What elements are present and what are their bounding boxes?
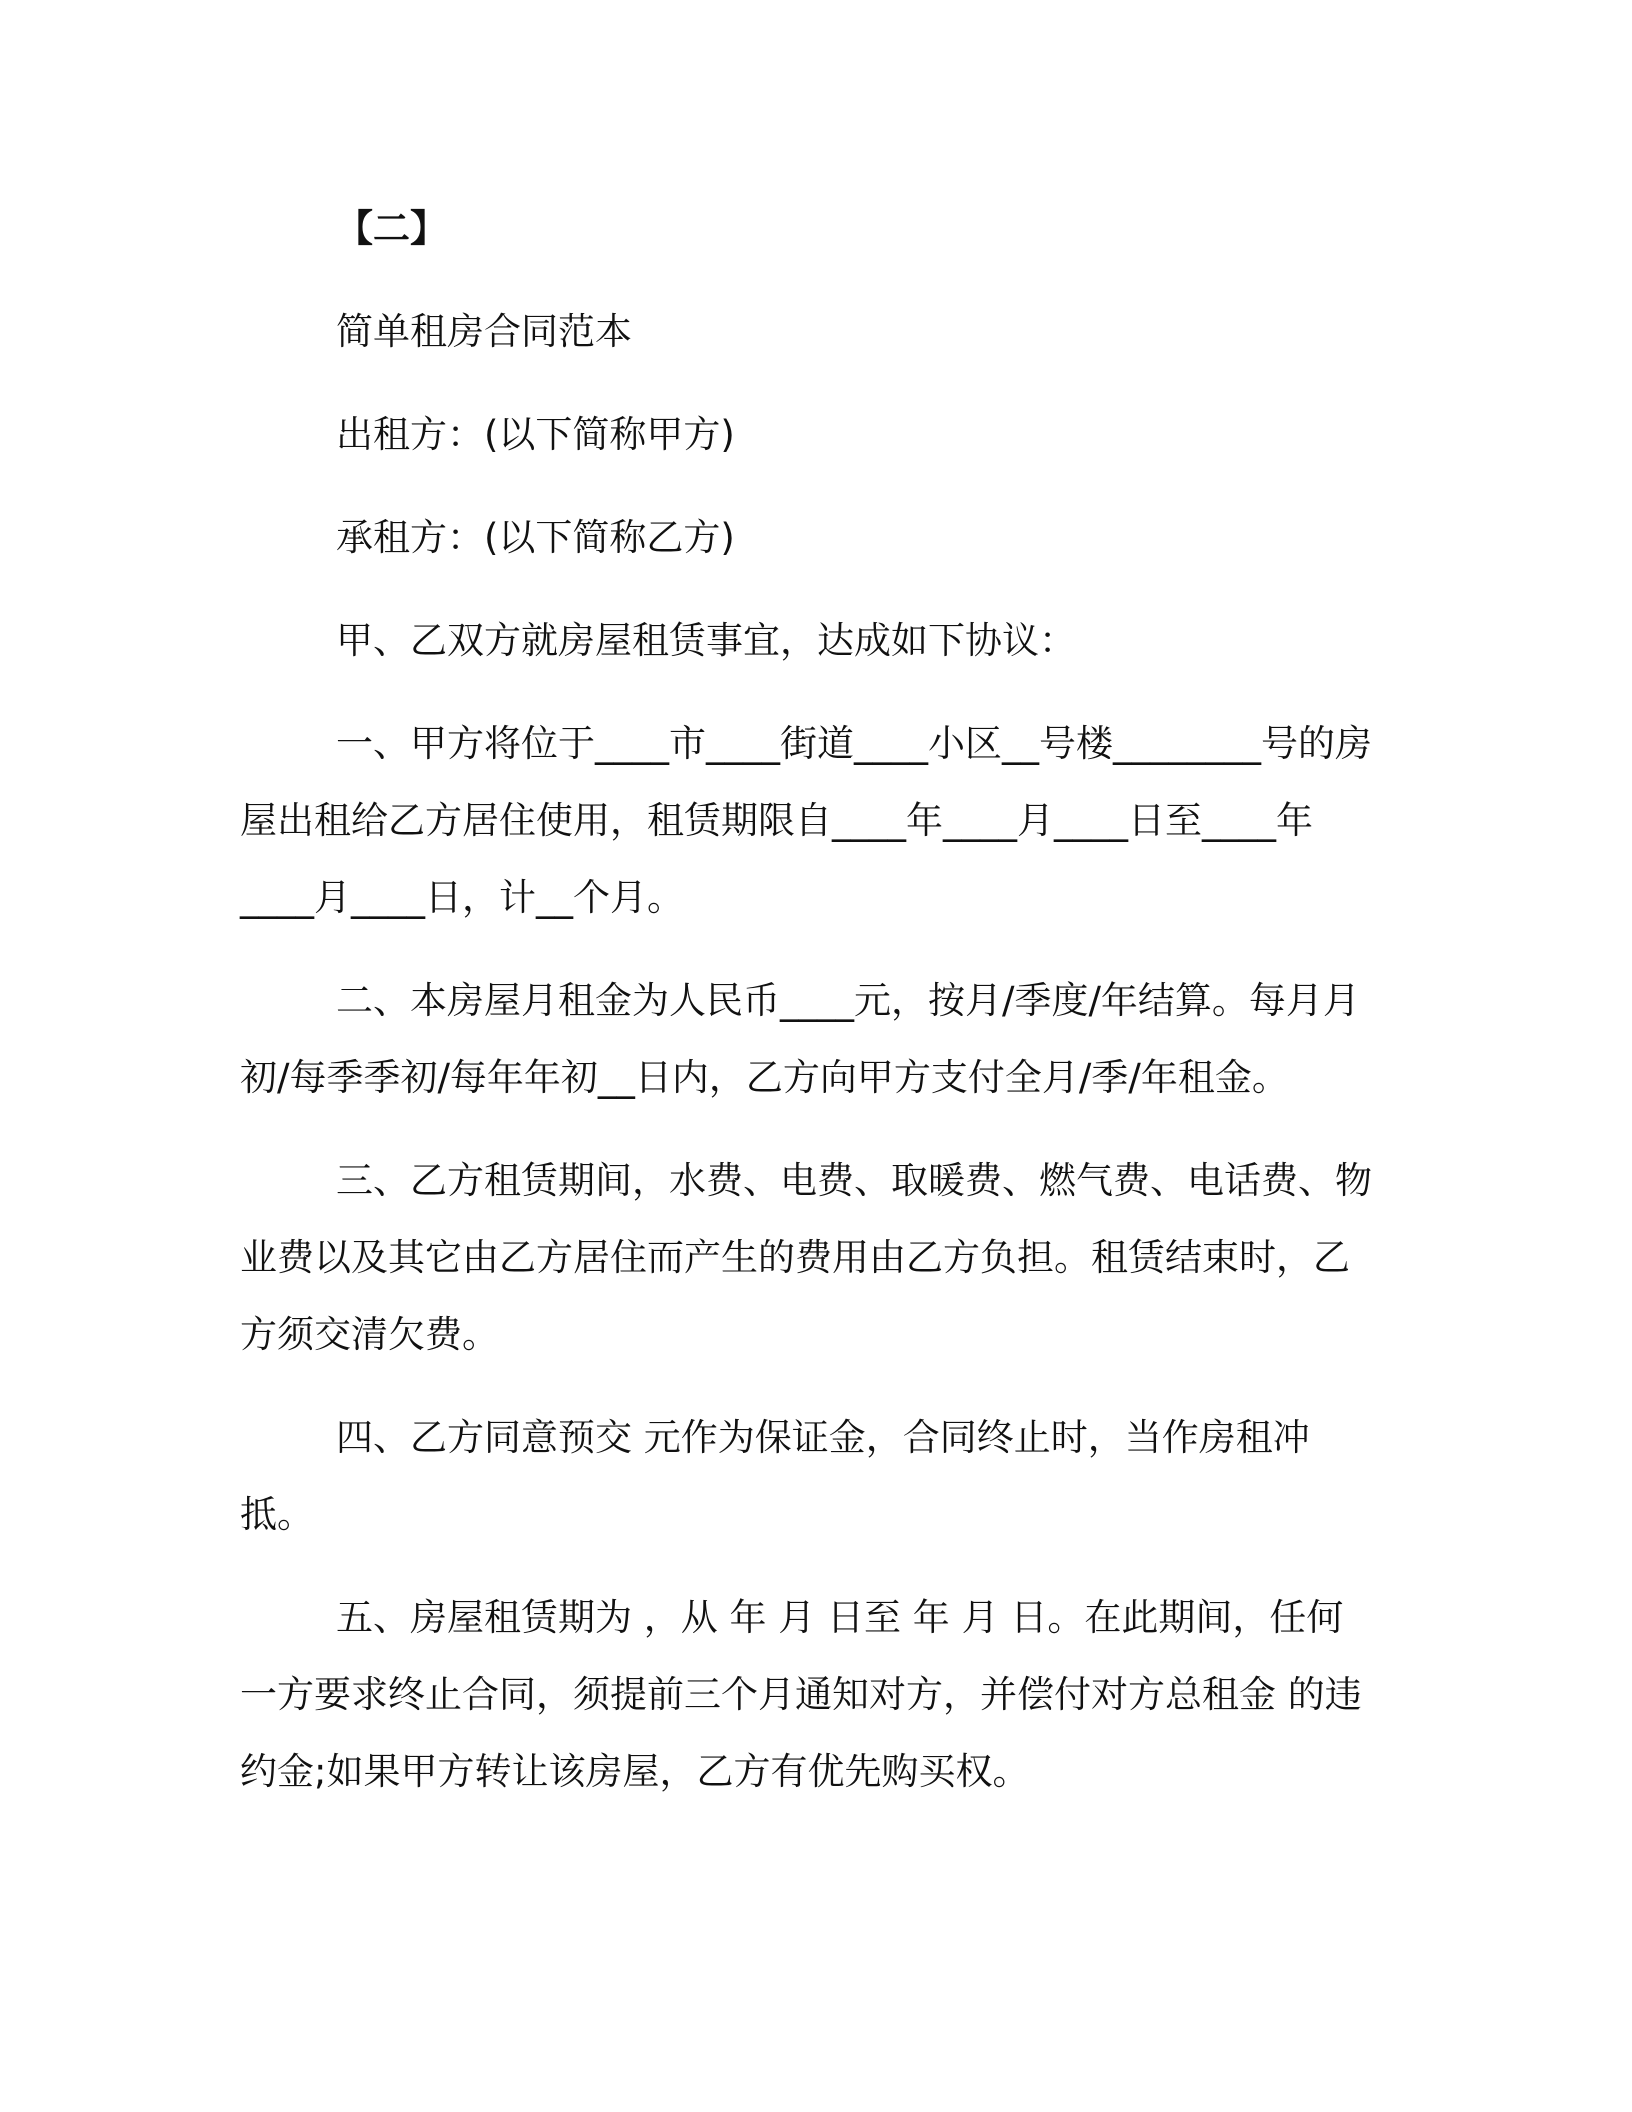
clause-1: 一、甲方将位于____市____街道____小区__号楼________号的房屋出租给乙方居住使用，租赁期限自____年____月____日至____年____月____日，计__个月。 [240,722,1372,919]
clause-2: 二、本房屋月租金为人民币____元，按月/季度/年结算。每月月初/每季季初/每年年初__日内，乙方向甲方支付全月/季/年租金。 [240,979,1360,1099]
clause-4: 四、乙方同意预交 元作为保证金，合同终止时，当作房租冲抵。 [240,1416,1310,1536]
document-body [240,190,1380,1836]
lessor-line: 出租方：(以下简称甲方) [336,413,735,456]
intro-paragraph: 甲、乙双方就房屋租赁事宜，达成如下协议： [336,619,1076,662]
lessee-line: 承租方：(以下简称乙方) [336,516,735,559]
section-marker: 【二】 [336,207,447,250]
clause-5: 五、房屋租赁期为 ，从 年 月 日至 年 月 日。在此期间，任何一方要求终止合同，须提前三个月通知对方，并偿付对方总租金 的违约金;如果甲方转让该房屋，乙方有优先购买权。 [240,1596,1362,1793]
document-title: 简单租房合同范本 [336,310,632,353]
clause-3: 三、乙方租赁期间，水费、电费、取暖费、燃气费、电话费、物业费以及其它由乙方居住而产生的费用由乙方负担。租赁结束时，乙方须交清欠费。 [240,1159,1372,1356]
